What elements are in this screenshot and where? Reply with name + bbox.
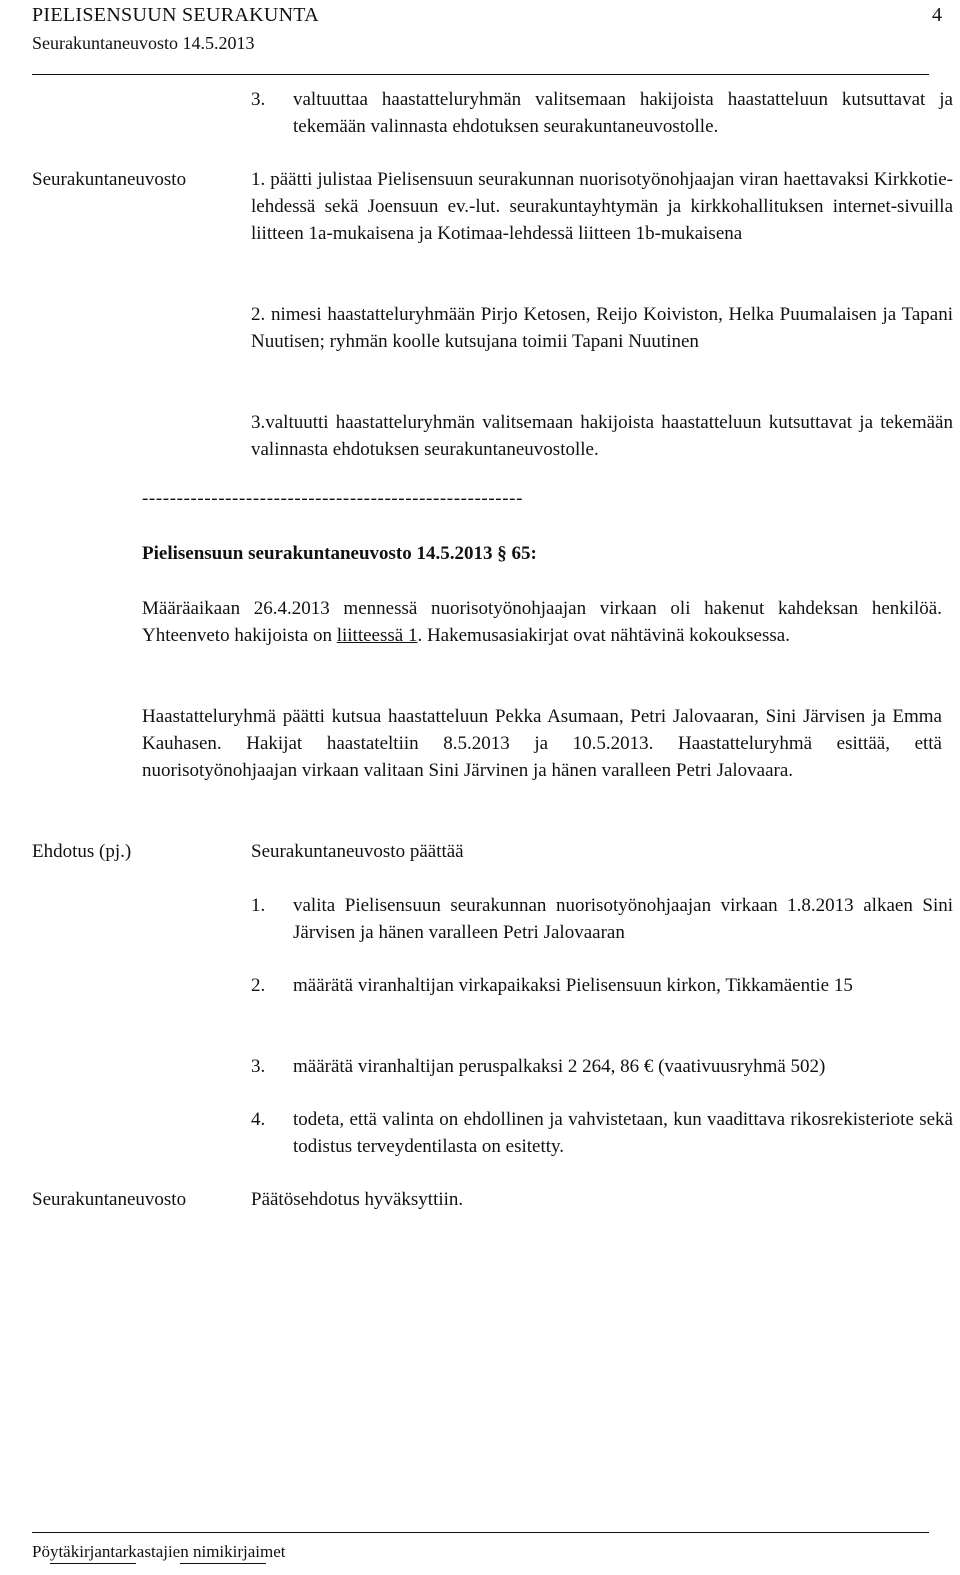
item-number: 3. [251, 1056, 266, 1077]
final-decision-text: Päätösehdotus hyväksyttiin. [251, 1189, 464, 1210]
item-text: määrätä viranhaltijan virkapaikaksi Pielisensuun kirkon, Tikkamäentie 15 [293, 975, 853, 996]
body-paragraph-2: Haastatteluryhmä päätti kutsua haastatteluun Pekka Asumaan, Petri Jalovaaran, Sini Järvisen ja Emma Kauhasen. Hakijat haastateltiin 8.5.2013 ja 10.5.2013. Haastatteluryhmä esittää, että nuorisotyönohjaajan virkaan valitaan Sini Järvinen ja hänen varalleen Petri Jalovaara. [142, 706, 942, 781]
initials-line-2 [180, 1563, 266, 1564]
item-text: valita Pielisensuun seurakunnan nuorisotyönohjaajan virkaan 1.8.2013 alkaen Sini Järvisen ja hänen varalleen Petri Jalovaaran [293, 895, 953, 943]
page-number: 4 [932, 4, 942, 26]
decision-paragraph-2: 2. nimesi haastatteluryhmään Pirjo Ketosen, Reijo Koiviston, Helka Puumalaisen ja Tapani Nuutisen; ryhmän koolle kutsujana toimii Tapani Nuutinen [251, 304, 953, 352]
section-title: Pielisensuun seurakuntaneuvosto 14.5.2013 § 65: [142, 543, 537, 564]
decision-paragraph-3: 3.valtuutti haastatteluryhmän valitsemaan hakijoista haastatteluun kutsuttavat ja tekemään valinnasta ehdotuksen seurakuntaneuvostolle. [251, 412, 953, 460]
proposal-intro: Seurakuntaneuvosto päättää [251, 841, 464, 862]
proposal-item-3 [251, 1053, 953, 1080]
dashed-separator: ------------------------------------------------------- [142, 488, 523, 509]
document-organization: PIELISENSUUN SEURAKUNTA [32, 4, 319, 26]
decision-paragraph-1: 1. päätti julistaa Pielisensuun seurakunnan nuorisotyönohjaajan viran haettavaksi Kirkkotie-lehdessä sekä Joensuun ev.-lut. seurakuntayhtymän ja kirkkohallituksen internet-sivuilla liitteen 1a-mukaisena ja Kotimaa-lehdessä liitteen 1b-mukaisena [251, 169, 953, 244]
item-number: 2. [251, 975, 266, 996]
initials-label: Pöytäkirjantarkastajien nimikirjaimet [32, 1542, 286, 1561]
final-decision-label: Seurakuntaneuvosto [32, 1189, 187, 1210]
item-text: todeta, että valinta on ehdollinen ja vahvistetaan, kun vaadittava rikosrekisteriote sekä todistus terveydentilasta on esitetty. [293, 1109, 953, 1157]
proposal-label: Ehdotus (pj.) [32, 841, 132, 862]
decision-label: Seurakuntaneuvosto [32, 169, 187, 190]
item-text: valtuuttaa haastatteluryhmän valitsemaan hakijoista haastatteluun kutsuttavat ja tekemään valinnasta ehdotuksen seurakuntaneuvostolle. [293, 89, 953, 137]
body-paragraph-1 [142, 595, 942, 649]
initials-line-1 [50, 1563, 136, 1564]
item-number: 4. [251, 1109, 266, 1130]
item-text: määrätä viranhaltijan peruspalkaksi 2 264, 86 € (vaativuusryhmä 502) [293, 1056, 826, 1077]
header-rule [32, 74, 929, 75]
item-number: 3. [251, 89, 266, 110]
body-paragraph-1-text-end: . Hakemusasiakirjat ovat nähtävinä kokouksessa. [417, 625, 790, 646]
meeting-title: Seurakuntaneuvosto 14.5.2013 [32, 33, 255, 53]
proposal-item-2 [251, 972, 953, 999]
attachment-link[interactable]: liitteessä 1 [336, 625, 418, 646]
previous-item-3 [251, 86, 953, 140]
proposal-item-4 [251, 1106, 953, 1160]
proposal-item-1 [251, 892, 953, 946]
footer-rule [32, 1532, 929, 1533]
item-number: 1. [251, 895, 266, 916]
body-paragraph-1-text: Määräaikaan 26.4.2013 mennessä nuorisotyönohjaajan virkaan oli hakenut kahdeksan henkilöä. Yhteenveto hakijoista on [142, 598, 942, 646]
